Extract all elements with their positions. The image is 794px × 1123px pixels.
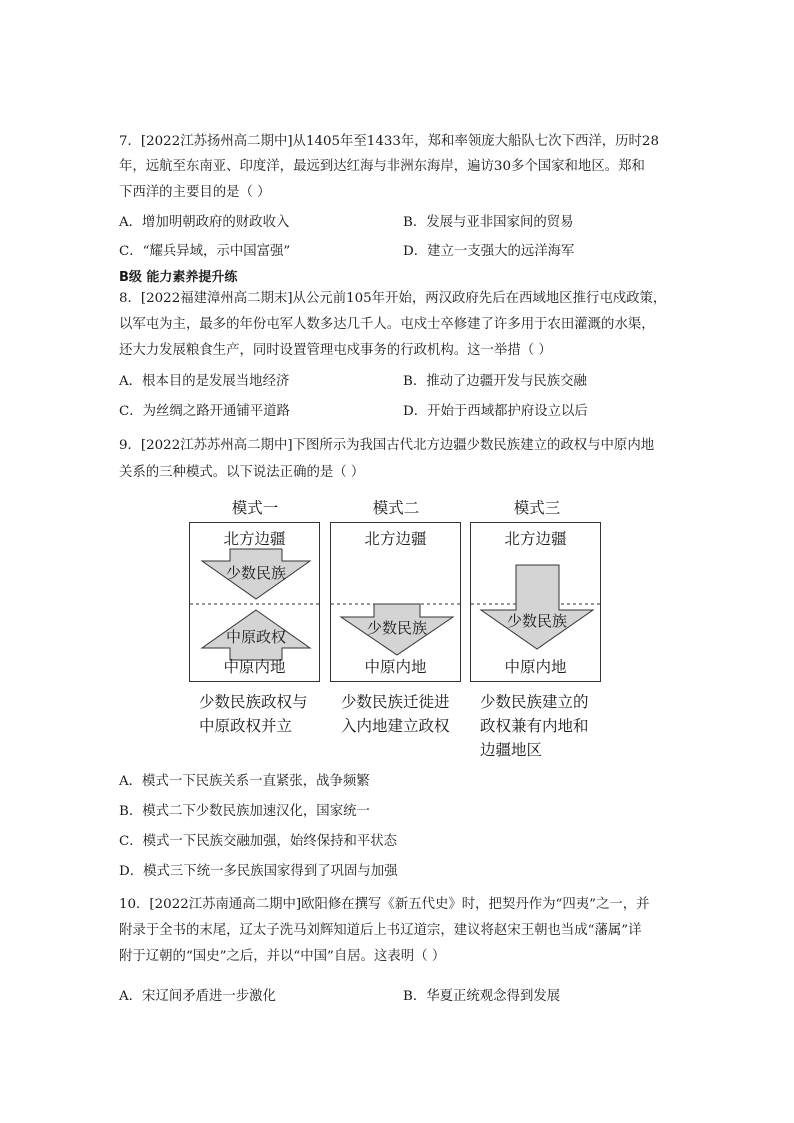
q9-option-d: D．模式三下统一多民族国家得到了巩固与加强 <box>119 864 398 879</box>
caption-3-line-2: 政权兼有内地和 <box>480 717 589 735</box>
q9-stem-line-1: 9．[2022江苏苏州高二期中]下图所示为我国古代北方边疆少数民族建立的政权与中原内地 <box>119 438 655 453</box>
q9-option-c: C．模式一下民族交融加强，始终保持和平状态 <box>119 834 398 849</box>
caption-1-line-2: 中原政权并立 <box>199 717 293 735</box>
diagram-panel-mode-3 <box>470 522 601 682</box>
panel-2-top-label: 北方边疆 <box>364 530 427 548</box>
q9-option-b: B．模式二下少数民族加速汉化，国家统一 <box>119 804 370 819</box>
panel-1-central-label: 中原政权 <box>225 628 287 646</box>
q8-stem-line-1: 8．[2022福建漳州高二期末]从公元前105年开始，两汉政府先后在西域地区推行屯戍政策， <box>119 291 667 306</box>
q8-option-d: D．开始于西域都护府设立以后 <box>403 404 588 419</box>
q8-option-b: B．推动了边疆开发与民族交融 <box>403 374 587 389</box>
q7-option-b: B．发展与亚非国家间的贸易 <box>403 215 574 230</box>
panel-1-bottom-label: 中原内地 <box>223 658 286 676</box>
q10-stem-line-1: 10．[2022江苏南通高二期中]欧阳修在撰写《新五代史》时，把契丹作为“四夷”之一，并 <box>119 897 650 912</box>
diagram-title-mode-3: 模式三 <box>513 499 561 517</box>
caption-3-line-1: 少数民族建立的 <box>480 693 589 711</box>
diagram-title-mode-2: 模式二 <box>372 499 420 517</box>
panel-3-minority-label: 少数民族 <box>506 612 568 630</box>
q10-stem-line-2: 附录于全书的末尾，辽太子洗马刘辉知道后上书辽道宗，建议将赵宋王朝也当成“藩属”详 <box>119 923 642 938</box>
diagram-panel-mode-2 <box>330 522 461 682</box>
q8-option-a: A．根本目的是发展当地经济 <box>119 374 290 389</box>
caption-3-line-3: 边疆地区 <box>480 741 543 759</box>
q7-stem-line-2: 年，远航至东南亚、印度洋，最远到达红海与非洲东海岸，遍访30多个国家和地区。郑和 <box>119 159 645 174</box>
panel-1-top-label: 北方边疆 <box>223 530 286 548</box>
caption-1-line-1: 少数民族政权与 <box>199 693 308 711</box>
diagram-caption-mode-1 <box>199 690 308 738</box>
panel-3-bottom-label: 中原内地 <box>504 658 567 676</box>
q7-option-a: A．增加明朝政府的财政收入 <box>119 215 290 230</box>
q7-stem-line-1: 7．[2022江苏扬州高二期中]从1405年至1433年，郑和率领庞大船队七次下西洋，历时28 <box>119 134 659 149</box>
q9-option-a: A．模式一下民族关系一直紧张，战争频繁 <box>119 774 370 789</box>
panel-2-bottom-label: 中原内地 <box>364 658 427 676</box>
section-b-heading: B级 能力素养提升练 <box>119 270 238 285</box>
q10-stem-line-3: 附于辽朝的“国史”之后，并以“中国”自居。这表明（ ） <box>119 949 446 964</box>
caption-2-line-2: 入内地建立政权 <box>341 717 450 735</box>
q7-option-c: C．“耀兵异域，示中国富强” <box>119 244 291 259</box>
q8-stem-line-3: 还大力发展粮食生产，同时设置管理屯戍事务的行政机构。这一举措（ ） <box>119 343 552 358</box>
diagram-title-mode-1: 模式一 <box>231 499 279 517</box>
caption-2-line-1: 少数民族迁徙进 <box>341 693 450 711</box>
diagram-caption-mode-3 <box>480 690 589 762</box>
diagram-caption-mode-2 <box>341 690 450 738</box>
q8-stem-line-2: 以军屯为主，最多的年份屯军人数多达几千人。屯戍士卒修建了许多用于农田灌溉的水渠， <box>119 317 655 332</box>
q7-option-d: D．建立一支强大的远洋海军 <box>403 244 575 259</box>
q9-stem-line-2: 关系的三种模式。以下说法正确的是（ ） <box>119 465 365 480</box>
diagram-panel-mode-1 <box>189 522 320 682</box>
q7-stem-line-3: 下西洋的主要目的是（ ） <box>119 185 271 200</box>
panel-3-top-label: 北方边疆 <box>504 530 567 548</box>
q10-option-b: B．华夏正统观念得到发展 <box>403 989 561 1004</box>
q8-option-c: C．为丝绸之路开通铺平道路 <box>119 404 290 419</box>
panel-3-down-arrow <box>481 565 593 649</box>
q10-option-a: A．宋辽间矛盾进一步激化 <box>119 989 276 1004</box>
panel-2-minority-label: 少数民族 <box>366 619 428 637</box>
panel-1-minority-label: 少数民族 <box>225 564 287 582</box>
